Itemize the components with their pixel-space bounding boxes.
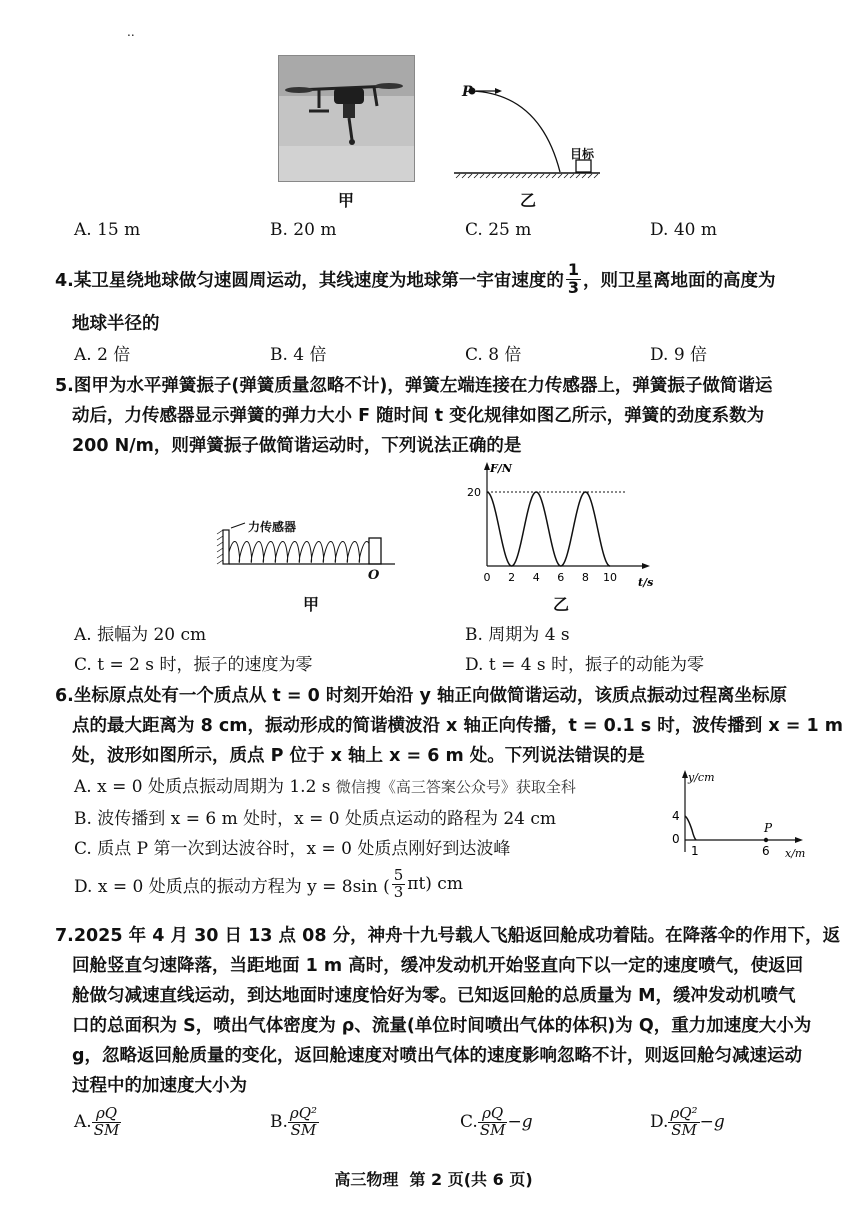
point-p-marker [764, 838, 768, 842]
q3-option-a: A. 15 m [74, 220, 141, 240]
q4-option-b: B. 4 倍 [270, 345, 327, 365]
q7-option-a-fraction [92, 1106, 122, 1139]
q7-option-c-num: ρQ [478, 1106, 508, 1123]
q4-frac-den: 3 [567, 277, 579, 297]
wave-diagram [660, 770, 810, 860]
q7-option-d-letter: D. [650, 1112, 669, 1133]
q7-line2: 回舱竖直匀速降落，当距地面 1 m 高时，缓冲发动机开始竖直向下以一定的速度喷气，使返回 [72, 956, 804, 976]
spring-oscillator-diagram [215, 520, 400, 570]
q4-option-a: A. 2 倍 [74, 345, 131, 365]
q6-option-d-fraction [392, 868, 406, 901]
q6-option-d [74, 868, 463, 901]
q7-option-c-letter: C. [460, 1112, 478, 1133]
chart-ylabel: F/N [490, 462, 512, 475]
q6-option-a [74, 772, 576, 797]
q7-line5: g，忽略返回舱质量的变化，返回舱速度对喷出气体的速度影响忽略不计，则返回舱匀减速运动 [72, 1046, 803, 1066]
q6-frac-den: 3 [393, 882, 404, 901]
wave-x-tick-1: 1 [691, 844, 699, 858]
x-tick-label: 4 [532, 571, 540, 584]
wave-x-tick-6: 6 [762, 844, 770, 858]
top-mark: .. [127, 25, 135, 39]
drone-image [279, 56, 414, 181]
force-series-line [487, 492, 610, 566]
q4-line2: 地球半径的 [72, 314, 160, 334]
wave-p-label: P [764, 821, 773, 835]
q5-fig-yi-caption: 乙 [553, 595, 570, 614]
q7-option-a-num: ρQ [92, 1106, 122, 1123]
q3-fig-p-label: P [462, 84, 473, 100]
q7-line1: 7.2025 年 4 月 30 日 13 点 08 分，神舟十九号载人飞船返回舱成功着陆。在降落伞的作用下，返 [55, 926, 841, 946]
force-time-chart [460, 462, 660, 592]
watermark-text: 微信搜《高三答案公众号》获取全科 [335, 778, 576, 796]
q5-option-c: C. t = 2 s 时，振子的速度为零 [74, 655, 313, 675]
q4-text-pre: 4.某卫星绕地球做匀速圆周运动，其线速度为地球第一宇宙速度的 [55, 270, 564, 291]
q4-question [55, 262, 775, 297]
q6-frac-num: 5 [393, 866, 404, 884]
q6-option-d-pre: D. x = 0 处质点的振动方程为 y = 8sin ( [74, 876, 390, 897]
q7-option-c-tail: −g [507, 1112, 533, 1133]
x-tick-label: 8 [581, 571, 589, 584]
x-tick-label: 2 [508, 571, 516, 584]
q3-option-b: B. 20 m [270, 220, 337, 240]
q7-option-a-den: SM [93, 1120, 120, 1139]
q3-option-c: C. 25 m [465, 220, 532, 240]
q4-text-post: ，则卫星离地面的高度为 [582, 270, 776, 291]
q7-option-b-num: ρQ² [289, 1104, 318, 1122]
q3-fig-yi-caption: 乙 [520, 191, 537, 210]
q4-option-c: C. 8 倍 [465, 345, 522, 365]
q7-line3: 舱做匀减速直线运动，到达地面时速度恰好为零。已知返回舱的总质量为 M，缓冲发动机喷气 [72, 986, 796, 1006]
q7-option-b [270, 1106, 319, 1139]
q6-line3: 处，波形如图所示，质点 P 位于 x 轴上 x = 6 m 处。下列说法错误的是 [72, 746, 645, 766]
q7-option-d-fraction [668, 1106, 699, 1139]
force-sensor [223, 530, 229, 564]
projectile-diagram [450, 80, 610, 180]
q7-option-d-den: SM [671, 1120, 697, 1139]
q5-fig-jia-caption: 甲 [303, 595, 320, 614]
q7-option-a-letter: A. [74, 1112, 92, 1133]
q5-option-d: D. t = 4 s 时，振子的动能为零 [465, 655, 705, 675]
q7-option-b-letter: B. [270, 1112, 288, 1133]
y-tick-label: 20 [467, 486, 481, 499]
page-footer: 高三物理 第 2 页(共 6 页) [334, 1170, 533, 1189]
drone-photo [278, 55, 415, 182]
q5-line3: 200 N/m，则弹簧振子做简谐运动时，下列说法正确的是 [72, 436, 522, 456]
wave-ylabel: y/cm [688, 771, 715, 784]
q7-option-b-fraction [288, 1106, 319, 1139]
q6-line1: 6.坐标原点处有一个质点从 t = 0 时刻开始沿 y 轴正向做简谐运动，该质点振动过程离坐标原 [55, 686, 787, 706]
q7-option-d [650, 1106, 725, 1139]
q6-option-b: B. 波传播到 x = 6 m 处时，x = 0 处质点运动的路程为 24 cm [74, 809, 557, 829]
q3-fig-jia-caption: 甲 [338, 191, 355, 210]
q6-option-a-text: A. x = 0 处质点振动周期为 1.2 s [74, 777, 331, 797]
q4-option-d: D. 9 倍 [650, 345, 708, 365]
q3-target-label: 目标 [570, 147, 595, 161]
oscillator-block [369, 538, 381, 564]
q5-option-a: A. 振幅为 20 cm [74, 625, 207, 645]
x-tick-label: 0 [483, 571, 491, 584]
trajectory-curve [472, 91, 560, 172]
q7-option-c-den: SM [479, 1120, 506, 1139]
chart-xlabel: t/s [638, 576, 654, 589]
q6-line2: 点的最大距离为 8 cm，振动形成的简谐横波沿 x 轴正向传播，t = 0.1 s 时，波传播到 x = 1 m [72, 716, 843, 736]
q7-option-c-fraction [478, 1106, 508, 1139]
q7-option-d-tail: −g [699, 1112, 725, 1133]
wave-y-tick: 4 [672, 809, 680, 823]
q5-line2: 动后，力传感器显示弹簧的弹力大小 F 随时间 t 变化规律如图乙所示，弹簧的劲度系数为 [72, 406, 765, 426]
q7-option-c [460, 1106, 533, 1139]
q7-line4: 口的总面积为 S，喷出气体密度为 ρ、流量(单位时间喷出气体的体积)为 Q，重力加速度大小为 [72, 1016, 812, 1036]
waveform-curve [685, 816, 696, 840]
q7-option-b-den: SM [290, 1120, 317, 1139]
x-tick-label: 6 [557, 571, 565, 584]
q4-frac-num: 1 [567, 260, 579, 279]
q7-line6: 过程中的加速度大小为 [72, 1076, 247, 1096]
q6-option-d-post: πt) cm [407, 874, 463, 895]
q4-fraction [566, 262, 581, 297]
wave-xlabel: x/m [785, 847, 806, 860]
q5-sensor-label: 力传感器 [248, 520, 297, 534]
q5-o-label: O [368, 568, 380, 583]
x-tick-label: 10 [603, 571, 617, 584]
spring-coil [229, 542, 371, 563]
q3-option-d: D. 40 m [650, 220, 717, 240]
wave-origin: 0 [672, 832, 680, 846]
q7-option-a [74, 1106, 121, 1139]
q6-option-c: C. 质点 P 第一次到达波谷时，x = 0 处质点刚好到达波峰 [74, 839, 511, 859]
q5-line1: 5.图甲为水平弹簧振子(弹簧质量忽略不计)，弹簧左端连接在力传感器上，弹簧振子做简谐运 [55, 376, 773, 396]
q5-option-b: B. 周期为 4 s [465, 625, 570, 645]
q7-option-d-num: ρQ² [670, 1104, 698, 1122]
